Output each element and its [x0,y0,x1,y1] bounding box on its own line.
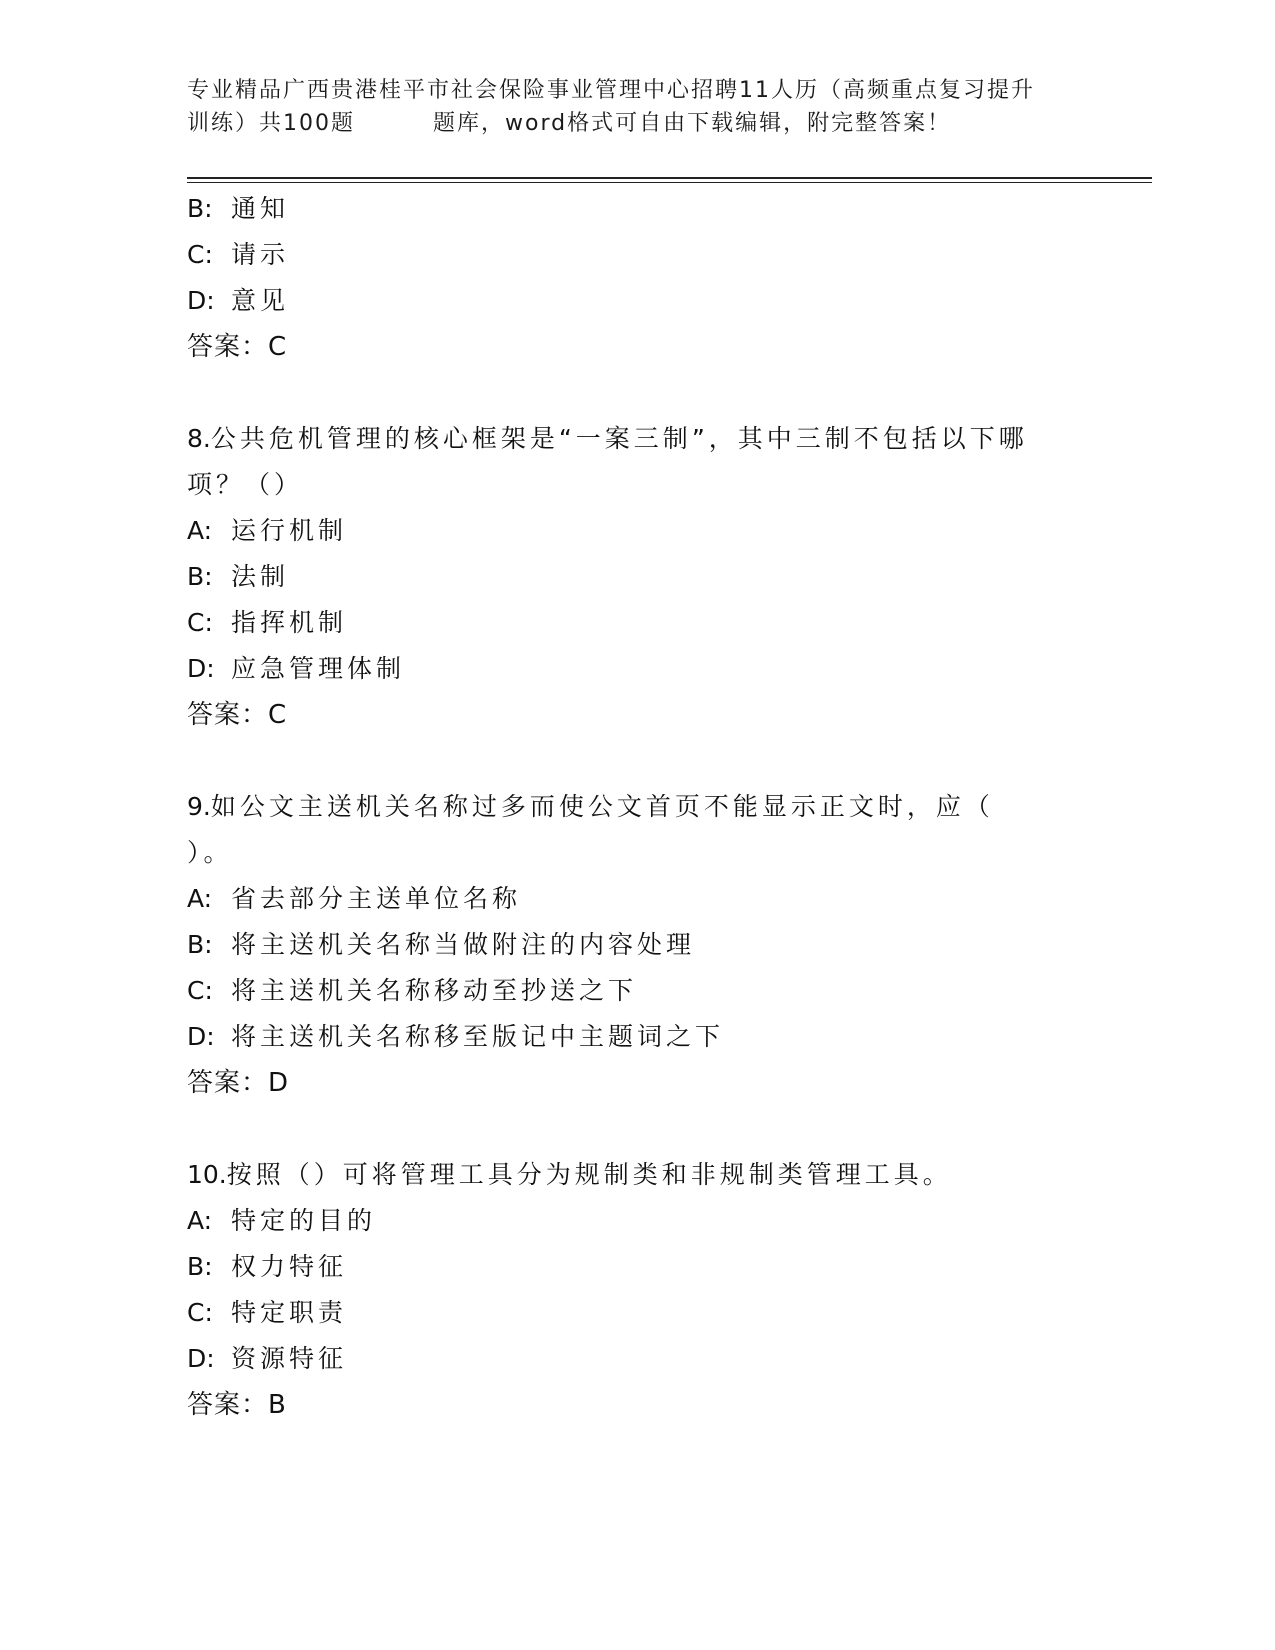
option-text: 省去部分主送单位名称 [231,884,522,913]
header-title-line2-part-a: 训练）共100题 [187,111,355,136]
option-row [187,646,1087,692]
question-number: 9. [187,792,211,821]
option-row [187,508,1087,554]
question-text-continued: ）。 [187,838,233,867]
answer-line: 答案：B [187,1390,287,1420]
option-letter: D: [187,286,215,315]
question-block-8 [187,416,1087,738]
option-row [187,1198,1087,1244]
option-row [187,232,1087,278]
document-body [187,186,1087,1428]
option-letter: C: [187,1298,213,1327]
header-title-line2 [187,107,1087,140]
question-number: 10. [187,1160,227,1189]
document-header [187,74,1087,140]
option-text: 法制 [231,562,290,591]
option-row [187,968,1087,1014]
option-letter: D: [187,1022,215,1051]
header-title-line2-part-b: 题库，word格式可自由下载编辑，附完整答案！ [433,111,952,136]
option-letter: A: [187,1206,213,1235]
option-text: 运行机制 [231,516,348,545]
option-text: 将主送机关名称当做附注的内容处理 [231,930,696,959]
header-title-line1: 专业精品广西贵港桂平市社会保险事业管理中心招聘11人历（高频重点复习提升 [187,78,1035,103]
option-letter: C: [187,240,213,269]
question-text-line1: 如公文主送机关名称过多而使公文首页不能显示正文时，应（ [210,792,994,821]
option-letter: A: [187,516,213,545]
option-letter: B: [187,1252,213,1281]
answer-line: 答案：C [187,700,288,730]
header-divider-thick [187,177,1152,179]
option-row [187,1336,1087,1382]
option-letter: A: [187,884,213,913]
question-text [187,784,1087,830]
option-text: 特定职责 [231,1298,348,1327]
option-letter: D: [187,654,215,683]
option-text: 通知 [231,194,290,223]
option-row [187,876,1087,922]
answer-line: 答案：C [187,332,288,362]
option-letter: B: [187,930,213,959]
option-row [187,186,1087,232]
option-text: 资源特征 [231,1344,348,1373]
question-spacer [187,1106,1087,1152]
option-text: 将主送机关名称移至版记中主题词之下 [231,1022,725,1051]
question-spacer [187,370,1087,416]
prev-question-block [187,186,1087,370]
option-text: 应急管理体制 [231,654,406,683]
option-letter: B: [187,194,213,223]
option-text: 请示 [231,240,290,269]
question-text-continued: 项？（） [187,470,304,499]
question-text-line1: 公共危机管理的核心框架是“一案三制”，其中三制不包括以下哪 [210,424,1028,453]
question-number: 8. [187,424,211,453]
option-text: 特定的目的 [231,1206,377,1235]
option-row [187,922,1087,968]
question-text [187,1152,1087,1198]
option-letter: D: [187,1344,215,1373]
answer-line: 答案：D [187,1068,290,1098]
question-block-9 [187,784,1087,1106]
option-text: 指挥机制 [231,608,348,637]
header-divider-thin [187,182,1152,183]
question-block-10 [187,1152,1087,1428]
option-text: 权力特征 [231,1252,348,1281]
option-letter: C: [187,976,213,1005]
option-letter: C: [187,608,213,637]
option-row [187,1014,1087,1060]
option-row [187,1290,1087,1336]
question-text [187,416,1087,462]
option-letter: B: [187,562,213,591]
option-row [187,554,1087,600]
option-row [187,600,1087,646]
question-text-line1: 按照（）可将管理工具分为规制类和非规制类管理工具。 [226,1160,952,1189]
option-row [187,278,1087,324]
question-spacer [187,738,1087,784]
option-row [187,1244,1087,1290]
option-text: 将主送机关名称移动至抄送之下 [231,976,638,1005]
option-text: 意见 [231,286,290,315]
